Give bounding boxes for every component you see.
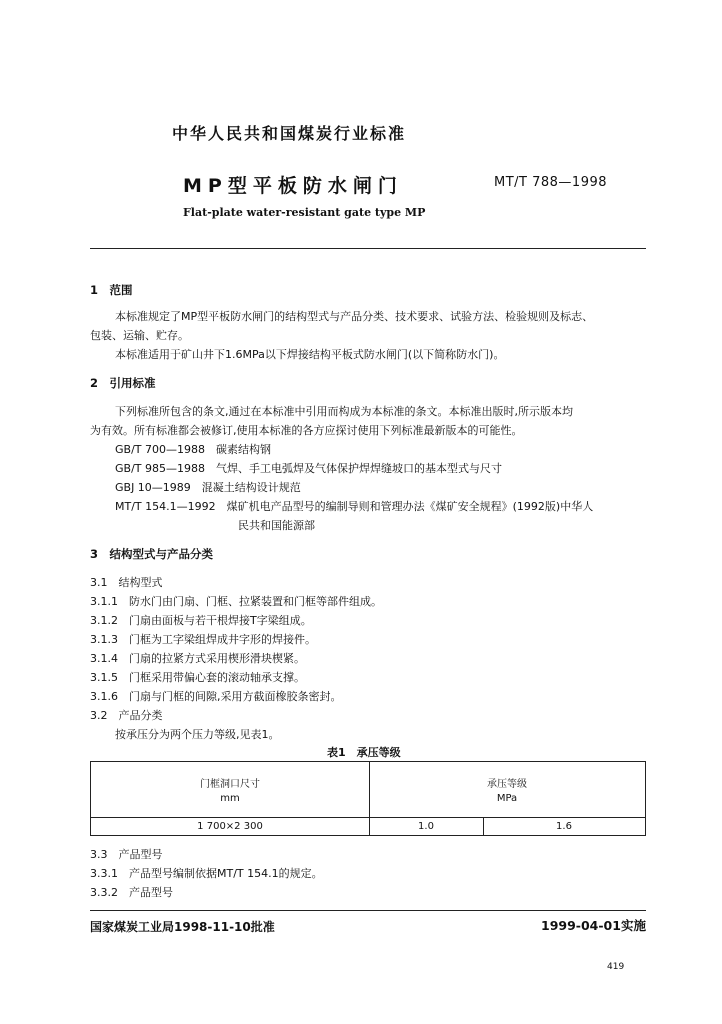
table-cell-pressure-2: 1.6: [556, 821, 572, 832]
table-header-size-unit: mm: [220, 793, 240, 804]
classification-text: 按承压分为两个压力等级,见表1。: [115, 728, 280, 741]
section-1-paragraph-2: 本标准适用于矿山井下1.6MPa以下焊接结构平板式防水闸门(以下简称防水门)。: [115, 348, 505, 361]
clause: 3.1.1 防水门由门扇、门框、拉紧装置和门框等部件组成。: [90, 595, 382, 608]
english-title: Flat-plate water-resistant gate type MP: [183, 206, 426, 219]
table-row-divider: [91, 817, 645, 818]
reference-item-continued: 民共和国能源部: [238, 519, 315, 532]
clause: 3.1.3 门框为工字梁组焊成井字形的焊接件。: [90, 633, 316, 646]
clause: 3.3.2 产品型号: [90, 886, 173, 899]
section-1-paragraph-1a: 本标准规定了MP型平板防水闸门的结构型式与产品分类、技术要求、试验方法、检验规则及标志、: [115, 310, 594, 323]
effective-date: 1999-04-01实施: [541, 918, 646, 933]
issuing-body: 中华人民共和国煤炭行业标准: [172, 124, 407, 143]
clause: 3.3.1 产品型号编制依据MT/T 154.1的规定。: [90, 867, 323, 880]
table-cell-size: 1 700×2 300: [197, 821, 263, 832]
clause: 3.1.4 门扇的拉紧方式采用楔形滑块楔紧。: [90, 652, 305, 665]
table-header-pressure: 承压等级: [487, 779, 527, 790]
table-cell-pressure-1: 1.0: [418, 821, 434, 832]
clause: 3.3 产品型号: [90, 848, 163, 861]
reference-item: GBJ 10—1989 混凝土结构设计规范: [115, 481, 301, 494]
clause: 3.1.2 门扇由面板与若干根焊接T字梁组成。: [90, 614, 312, 627]
document-title: MP型平板防水闸门: [183, 175, 403, 197]
reference-item: GB/T 985—1988 气焊、手工电弧焊及气体保护焊焊缝坡口的基本型式与尺寸: [115, 462, 502, 475]
section-2-intro-b: 为有效。所有标准都会被修订,使用本标准的各方应探讨使用下列标准最新版本的可能性。: [90, 424, 523, 437]
header-divider: [90, 248, 646, 249]
section-1-paragraph-1b: 包装、运输、贮存。: [90, 329, 189, 342]
section-1-heading: 1 范围: [90, 283, 133, 297]
approval-date: 国家煤炭工业局1998-11-10批准: [90, 920, 275, 934]
table-header-pressure-unit: MPa: [496, 793, 518, 804]
clause: 3.1.5 门框采用带偏心套的滚动轴承支撑。: [90, 671, 305, 684]
table-header-size: 门框洞口尺寸: [200, 779, 260, 790]
section-2-intro-a: 下列标准所包含的条文,通过在本标准中引用而构成为本标准的条文。本标准出版时,所示版本均: [115, 405, 573, 418]
reference-item: MT/T 154.1—1992 煤矿机电产品型号的编制导则和管理办法《煤矿安全规程》(1992版)中华人: [115, 500, 594, 513]
footer-divider: [90, 910, 646, 911]
clause: 3.1 结构型式: [90, 576, 163, 589]
clause: 3.1.6 门扇与门框的间隙,采用方截面橡胶条密封。: [90, 690, 342, 703]
table-caption: 表1 承压等级: [327, 746, 401, 759]
reference-item: GB/T 700—1988 碳素结构钢: [115, 443, 271, 456]
standard-number: MT/T 788—1998: [494, 175, 608, 190]
section-3-heading: 3 结构型式与产品分类: [90, 547, 214, 561]
pressure-grade-table: [90, 761, 646, 836]
clause: 3.2 产品分类: [90, 709, 163, 722]
section-2-heading: 2 引用标准: [90, 376, 156, 390]
page-number: 419: [607, 962, 625, 972]
